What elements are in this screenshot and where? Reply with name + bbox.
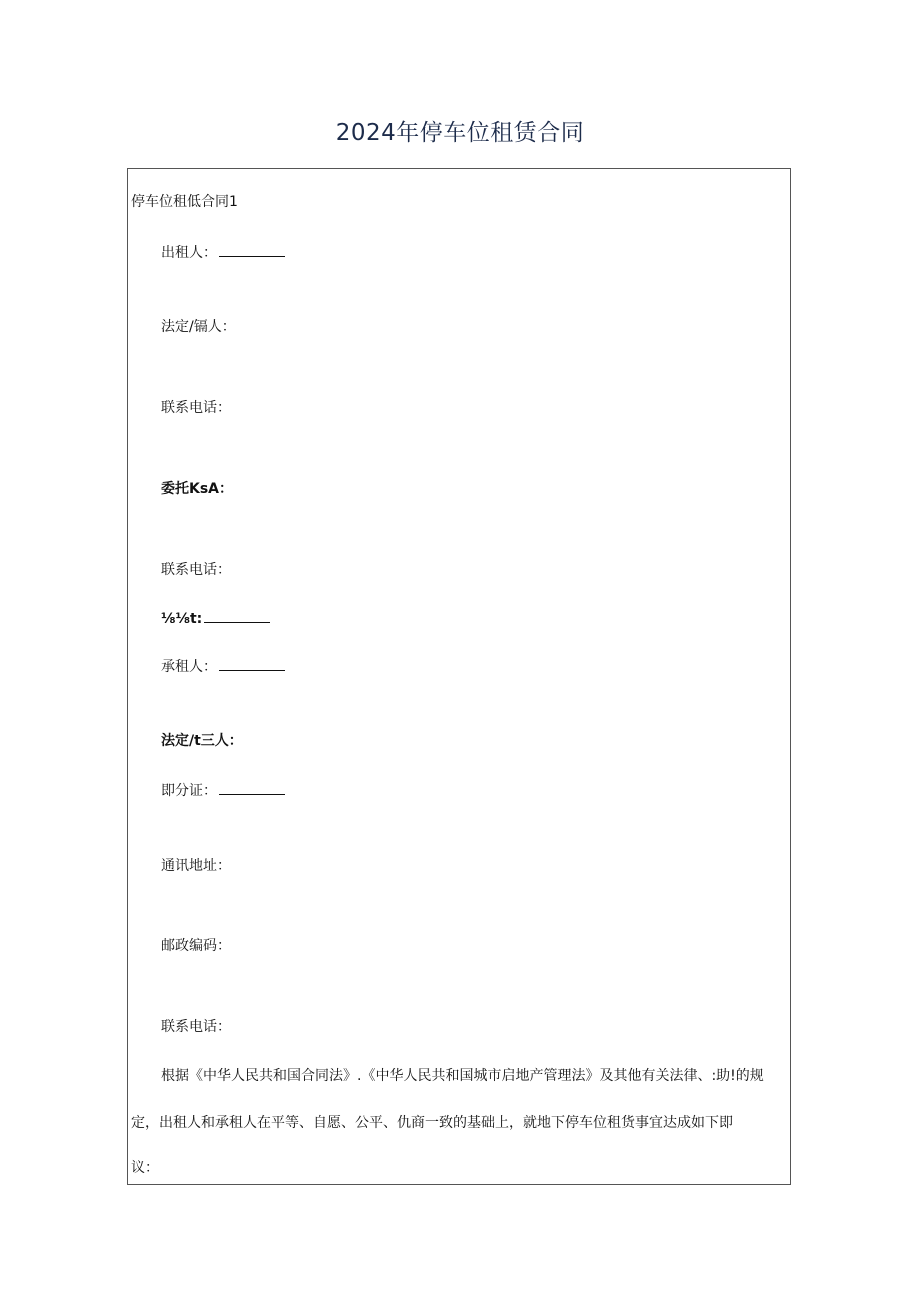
contract-heading bbox=[131, 193, 238, 211]
id-row bbox=[161, 781, 285, 800]
paragraph-line-2 bbox=[131, 1114, 733, 1132]
paragraph-line-1-text: 根据《中华人民共和国合同法》.《中华人民共和国城市启地产管理法》及其他有关法律、:助!的规 bbox=[161, 1068, 764, 1084]
agent-phone-label: 联系电话： bbox=[161, 562, 231, 578]
lessor-legal-rep-row bbox=[161, 318, 236, 336]
lessee-label: 承租人： bbox=[161, 659, 217, 675]
garbled-field-row bbox=[161, 609, 270, 628]
paragraph-line-3 bbox=[131, 1159, 159, 1177]
agent-label: 委托KsA： bbox=[161, 481, 234, 497]
lessee-legal-rep-row bbox=[161, 732, 243, 750]
lessor-label: 出租人： bbox=[161, 245, 217, 261]
id-blank bbox=[219, 781, 285, 795]
postcode-row bbox=[161, 937, 231, 955]
paragraph-line-2-text: 定，出租人和承租人在平等、自愿、公平、仇商一致的基础上，就地下停车位租货事宜达成如下即 bbox=[131, 1115, 733, 1131]
lessor-phone-label: 联系电话： bbox=[161, 400, 231, 416]
lessor-legal-rep-label: 法定/镉人： bbox=[161, 319, 236, 335]
agent-row bbox=[161, 480, 233, 498]
agent-phone-row bbox=[161, 561, 231, 579]
document-title: 2024年停车位租赁合同 bbox=[335, 120, 585, 146]
lessor-phone-row bbox=[161, 399, 231, 417]
paragraph-line-3-text: 议： bbox=[131, 1160, 159, 1176]
lessee-blank bbox=[219, 657, 285, 671]
address-label: 通讯地址： bbox=[161, 858, 231, 874]
lessee-legal-rep-label: 法定/t三人： bbox=[161, 733, 243, 749]
lessee-phone-label: 联系电话： bbox=[161, 1019, 231, 1035]
lessee-phone-row bbox=[161, 1018, 231, 1036]
lessor-row bbox=[161, 243, 285, 262]
garbled-field-label: ⅛⅛t: bbox=[161, 611, 203, 627]
lessor-blank bbox=[219, 243, 285, 257]
garbled-field-blank bbox=[204, 609, 270, 623]
id-label: 即分证： bbox=[161, 783, 217, 799]
contract-heading-text: 停车位租低合同1 bbox=[131, 194, 238, 210]
postcode-label: 邮政编码： bbox=[161, 938, 231, 954]
paragraph-line-1 bbox=[161, 1067, 764, 1085]
address-row bbox=[161, 857, 231, 875]
lessee-row bbox=[161, 657, 285, 676]
